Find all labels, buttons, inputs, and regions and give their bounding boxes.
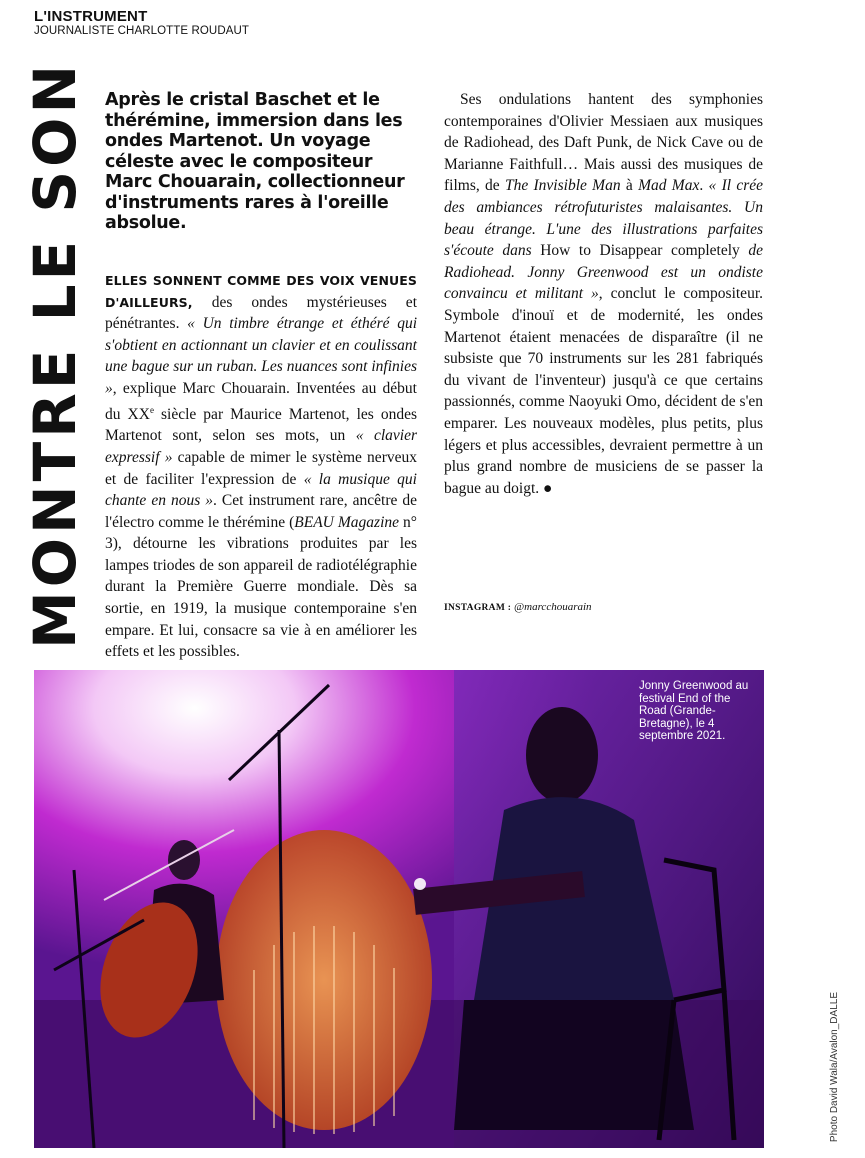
text-span: .	[699, 177, 709, 195]
film-title: The Invisible Man	[504, 177, 621, 195]
text-span: des ondes mystérieuses et pénétrantes.	[105, 293, 417, 333]
text-span: , explique Marc Chouarain. Inventées au début du XX	[105, 379, 417, 423]
film-title: Mad Max	[638, 177, 700, 195]
quote-span: « la musique qui chante en nous »	[105, 470, 417, 510]
quote-span: de Radiohead. Jonny Greenwood est un ondiste convaincu et militant »	[444, 242, 764, 303]
text-span: à	[620, 177, 639, 195]
end-mark: ●	[539, 479, 553, 497]
lede: Après le cristal Baschet et le thérémine, immersion dans les ondes Martenot. Un voyage céleste avec le compositeur Marc Chouarain, collectionneur d'instruments rares à l'oreille absolue.	[105, 90, 405, 233]
quote-span: « Un timbre étrange et éthéré qui s'obtient en actionnant un clavier et en coulissant une bague sur un ruban. Les nuances sont infinies »	[105, 315, 418, 397]
page-header	[34, 9, 249, 38]
text-span: capable de mimer le système nerveux et de faciliter l'expression de	[105, 448, 417, 488]
text-span: n° 3), détourne les vibrations produites par les lampes triodes de son appareil de radiotélégraphie durant la Première Guerre mondiale. Dès sa sortie, en 1919, la musique contemporaine s'en empare. Et lui, consacre sa vie à en améliorer les effets et les possibles.	[105, 513, 417, 661]
text-span: Ses ondulations hantent des symphonies contemporaines d'Olivier Messiaen aux musiques de Radiohead, des Daft Punk, de Nick Cave ou de Marianne Faithfull… Mais aussi des musiques de films, de	[444, 91, 763, 195]
quote-span: « clavier expressif »	[105, 427, 417, 466]
photo-caption: Jonny Greenwood au festival End of the Road (Grande-Bretagne), le 4 septembre 2021.	[639, 680, 749, 742]
concert-photo	[34, 670, 764, 1148]
section-label: L'INSTRUMENT	[34, 8, 148, 25]
instagram-line	[444, 601, 592, 613]
magazine-title: BEAU Magazine	[294, 513, 400, 531]
vertical-title-wrapper	[21, 60, 89, 649]
body-column-1	[105, 270, 417, 663]
paragraph-1	[105, 270, 417, 663]
instagram-label: INSTAGRAM :	[444, 603, 512, 613]
photo-credit-wrapper	[826, 985, 842, 1150]
text-span: , conclut le compositeur. Symbole d'inouï et de modernité, les ondes Martenot étaient menacées de disparaître (il ne subsiste que 70 instruments sur les 281 fabriqués du vivant de l'inventeur) jusqu'à ce que certains passionnés, comme Naoyuki Omo, décident de s'en emparer. Les nouveaux modèles, plus petits, plus légers et plus accessibles, devraient permettre à un plus grand nombre de musiciens de se passer la bague au doigt.	[444, 285, 763, 497]
article-title: MONTRE LE SON	[21, 60, 89, 649]
photo-credit: Photo David Wala/Avalon_DALLE	[828, 992, 840, 1143]
text-span: siècle par Maurice Martenot, les ondes Martenot sont, selon ses mots, un	[105, 405, 417, 445]
body-column-2	[444, 89, 763, 499]
run-in-lead: ELLES SONNENT COMME DES VOIX VENUES D'AILLEURS,	[105, 273, 417, 310]
song-title: How to Disappear completely	[540, 242, 740, 260]
text-span: . Cet instrument rare, ancêtre de l'électro comme le thérémine (	[105, 492, 417, 531]
instagram-handle: @marcchouarain	[511, 601, 592, 613]
paragraph-2	[444, 89, 763, 499]
byline: JOURNALISTE CHARLOTTE ROUDAUT	[34, 25, 250, 37]
quote-span: « Il crée des ambiances rétrofuturistes malaisantes. Un beau étrange. L'une des illustrations parfaites s'écoute dans	[444, 177, 763, 260]
superscript: e	[149, 404, 154, 415]
